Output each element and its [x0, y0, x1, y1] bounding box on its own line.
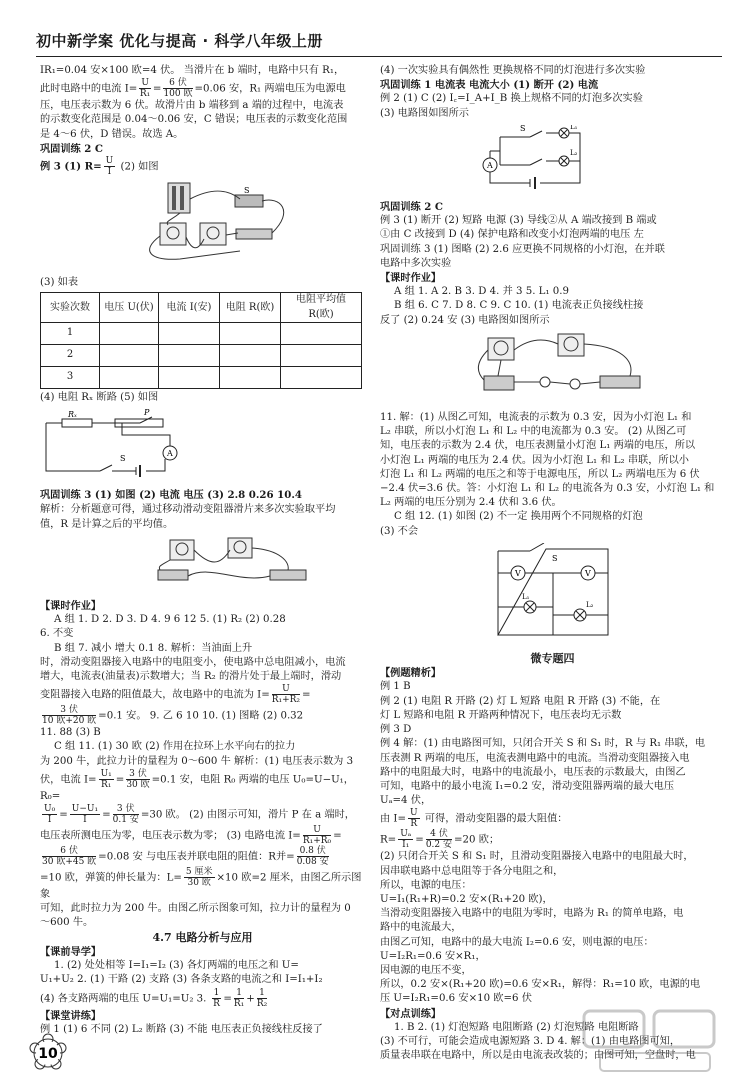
text-line: 例 3 D	[380, 724, 412, 736]
svg-text:A: A	[167, 449, 173, 459]
right-column	[380, 64, 725, 1063]
text-line: 可知，此时拉力为 200 牛。由图乙所示图象可知，拉力计的量程为 0	[40, 903, 351, 915]
svg-text:10: 10	[38, 1046, 58, 1062]
table-header-row	[41, 293, 362, 322]
fraction: $\frac{\text{6 伏}}{\text{100 欧}}$	[163, 78, 193, 100]
text-line: 灯 L 短路和电阻 R 开路两种情况下，电压表均无示数	[380, 709, 622, 721]
text-line: 小灯泡 L₁ 两端的电压为 2.4 伏。因为小灯泡 L₁ 和 L₂ 串联，所以小	[380, 454, 689, 466]
text-line: 反了 (2) 0.24 安 (3) 电路图如图所示	[380, 314, 550, 326]
text-line: 电压表所测电压为零，电压表示数为零； (3) 电路电流 I= $\frac{U}{\text{R₁+R₀}}$ =	[40, 825, 342, 847]
svg-text:P: P	[144, 409, 150, 418]
text-line: (3) 不可行，可能会造成电源短路 3. D 4. 解：(1) 由电路图可知，	[380, 1035, 681, 1047]
text-line: $\frac{\text{6 伏}}{\text{30 欧+45 欧}}$ =0.08 安 与电压表并联电阻的阻值：R并= $\frac{\text{0.8 伏}}{\text{0.08 安}}$	[42, 846, 329, 868]
svg-text:L₁: L₁	[522, 592, 530, 601]
text-line: U₁+U₂ 2. (1) 干路 (2) 支路 (3) 各条支路的电流之和 I=I₁+I₂	[40, 974, 323, 986]
left-column	[40, 64, 365, 1037]
section-heading: 【课时作业】	[40, 600, 102, 613]
text-line: 解析：分析题意可得，通过移动滑动变阻器滑片来多次实验取平均	[40, 504, 336, 516]
text-line: Uₐ=4 伏，	[380, 795, 432, 807]
svg-text:L₂: L₂	[586, 600, 594, 609]
text-line: (3) 如表	[40, 277, 79, 289]
text-line: 例 4 解：(1) 由电路图可知，只闭合开关 S 和 S₁ 时，R 与 R₁ 串联，电	[380, 738, 706, 750]
text-line: (4) 各支路两端的电压 U=U₁=U₂ 3. $\frac{1}{R}$ = $\frac{1}{\text{R₁}}$ + $\frac{1}{\text{R₂}}$	[40, 987, 268, 1009]
text-line: 巩固训练 2 C	[40, 142, 104, 155]
text-line: 巩固训练 3 (1) 如图 (2) 电流 电压 (3) 2.8 0.26 10.4	[40, 489, 302, 502]
text-line: 例 2 (1) C (2) I꜀=I_A+I_B 换上规格不同的灯泡多次实验	[380, 93, 643, 105]
circuit-diagram-2	[380, 125, 725, 191]
text-line: 巩固训练 2 C	[380, 201, 444, 214]
svg-text:S: S	[552, 553, 558, 563]
page-header: 初中新学案 优化与提高 · 科学八年级上册	[36, 32, 323, 50]
svg-text:Rₓ: Rₓ	[68, 410, 77, 420]
apparatus-figure-1	[40, 181, 365, 267]
text-line: 由图乙可知，电路中的最大电流 I₂=0.6 安，则电源的电压：	[380, 936, 654, 948]
text-line: 路中的电流最大，	[380, 922, 462, 934]
text-line: 为 200 牛，此拉力计的量程为 0～600 牛 解析：(1) 电压表示数为 3	[40, 755, 354, 767]
table-header-cell: 电阻 R(欧)	[220, 293, 281, 322]
text-line: 所以，0.2 安×(R₁+20 欧)=0.6 安×R₁，解得：R₁=10 欧，电源的电	[380, 979, 701, 991]
svg-text:L₂: L₂	[570, 148, 578, 157]
text-line: 巩固训练 3 (1) 图略 (2) 2.6 应更换不同规格的小灯泡，在并联	[380, 243, 665, 255]
text-line: (4) 电阻 Rₓ 断路 (5) 如图	[40, 391, 159, 403]
fraction: $\frac{U}{\text{R₁}}$	[139, 78, 151, 100]
text-line: ①由 C 改接到 D (4) 保护电路和改变小灯泡两端的电压 左	[380, 229, 644, 241]
svg-text:V: V	[515, 568, 521, 578]
text-line: 11. 88 (3) B	[40, 727, 101, 739]
text-line: 当滑动变阻器接入电路中的电阻为零时，电路为 R₁ 的简单电路，电	[380, 908, 684, 920]
topic-title: 微专题四	[530, 652, 575, 666]
text-line: 因电源的电压不变，	[380, 964, 472, 976]
text-line: A 组 1. A 2. B 3. D 4. 并 3 5. L₁ 0.9	[394, 286, 569, 298]
table-header-cell: 实验次数	[41, 293, 100, 322]
text-line: 伏，电流 I= $\frac{\text{U₁}}{\text{R₁}}$ = $\frac{\text{3 伏}}{\text{30 欧}}$ =0.1 安，电阻 R₀ 两端的电压 U₀=U−U₁，R₀=	[40, 768, 354, 802]
text-line: 11. 解：(1) 从图乙可知，电流表的示数为 0.3 安，因为小灯泡 L₁ 和	[380, 412, 692, 424]
text-line: 可知，电路中的最小电流 I₁=0.2 安，滑动变阻器两端的最大电压	[380, 780, 675, 792]
text-line: 例 3 (1) R= $\frac{U}{I}$ (2) 如图	[40, 156, 159, 178]
table-row: 3	[41, 366, 362, 388]
text-line: B 组 6. C 7. D 8. C 9. C 10. (1) 电流表正负接线柱接	[394, 300, 644, 312]
table-header-cell: 电流 I(安)	[159, 293, 220, 322]
chapter-title: 4.7 电路分析与应用	[152, 930, 253, 944]
text-line: $\frac{\text{U₀}}{I}$ = $\frac{\text{U−U₁}}{I}$ = $\frac{\text{3 伏}}{\text{0.1 安}}$ =30 欧。 (2) 由图示可知，滑片 P 在 a 端时，	[44, 804, 355, 826]
text-line: (4) 一次实验具有偶然性 更换规格不同的灯泡进行多次实验	[380, 65, 646, 76]
table-header-cell: 电压 U(伏)	[100, 293, 159, 322]
text-line: (2) 只闭合开关 S 和 S₁ 时，且滑动变阻器接入电路中的电阻最大时，	[380, 851, 694, 863]
text-line: 值，R 是计算之后的平均值。	[40, 518, 174, 530]
text-line: U=I₂R₁=0.6 安×R₁，	[380, 950, 486, 962]
svg-text:S: S	[120, 454, 126, 464]
section-heading: 【例题精析】	[380, 667, 442, 680]
text-line: 由 I= $\frac{U}{R}$ 可得，滑动变阻器的最大阻值：	[380, 808, 568, 830]
section-heading: 【课前导学】	[40, 945, 102, 958]
text-line: 6. 不变	[40, 628, 74, 640]
table-header-cell: 电阻平均值 R(欧)	[281, 293, 362, 322]
text-line: −2.4 伏=3.6 伏。答：小灯泡 L₁ 和 L₂ 的电流各为 0.3 安，小灯泡 L₁ 和	[380, 483, 715, 495]
text-line: C 组 11. (1) 30 欧 (2) 作用在拉环上水平向右的拉力	[54, 741, 296, 753]
text-line: =10 欧，弹簧的伸长量为：L= $\frac{\text{5 厘米}}{\text{30 欧}}$ ×10 欧=2 厘米，由图乙所示图象	[40, 867, 362, 901]
fraction: $\frac{U}{I}$	[105, 156, 114, 178]
text-line: 变阻器接入电路的阻值最大，故电路中的电流为 I= $\frac{U}{\text{R₁+R₂}}$ =	[40, 684, 311, 706]
text-line: 压，电压表示数为 6 伏。故滑片由 b 端移到 a 端的过程中，电流表	[40, 100, 344, 112]
text-line: 质量表串联在电路中，所以是由电流表改装的；由图可知，空盘时，电	[380, 1050, 696, 1062]
text-line: ～600 牛。	[40, 917, 94, 929]
header-rule	[36, 56, 722, 57]
svg-text:V: V	[585, 568, 591, 578]
text-line: 时，滑动变阻器接入电路中的电阻变小，使电路中总电阻减小，电流	[40, 656, 346, 668]
text-line: 所以，电源的电压：	[380, 879, 472, 891]
svg-text:A: A	[487, 160, 493, 170]
text-line: 增大，电流表(油量表)示数增大；当 R₂ 的滑片处于最上端时，滑动	[40, 671, 342, 683]
text-line: U=I₁(R₁+R)=0.2 安×(R₁+20 欧)，	[380, 893, 553, 905]
text-line: 例 2 (1) 电阻 R 开路 (2) 灯 L 短路 电阻 R 开路 (3) 不能，在	[380, 695, 661, 707]
text-line: L₂ 串联，所以小灯泡 L₁ 和 L₂ 中的电流都为 0.3 安。 (2) 从图乙可	[380, 426, 687, 438]
page-number-badge	[28, 1033, 68, 1073]
text-line: 电路中多次实验	[380, 257, 452, 269]
text-line: (3) 电路图如图所示	[380, 107, 469, 119]
text-line: 此时电路中的电流 I= $\frac{U}{\text{R₁}}$ = $\frac{\text{6 伏}}{\text{100 欧}}$ =0.06 安，R₁ 两端电压为电源电	[40, 78, 346, 100]
text-line: A 组 1. D 2. D 3. D 4. 9 6 12 5. (1) R₂ (2) 0.28	[54, 614, 286, 626]
apparatus-figure-3	[380, 332, 725, 402]
table-row: 1	[41, 322, 362, 344]
text-line: 知，电压表的示数为 2.4 伏，电压表测量小灯泡 L₁ 两端的电压，所以	[380, 440, 696, 452]
data-table	[40, 292, 362, 388]
text-line: 的示数变化范围是 0.04～0.06 安，C 错误；电压表的示数变化范围	[40, 114, 348, 126]
text-line: IR₁=0.04 安×100 欧=4 伏。 当滑片在 b 端时，电路中只有 R₁，	[40, 65, 345, 76]
svg-text:L₁: L₁	[570, 124, 578, 131]
circuit-diagram-1	[40, 409, 365, 479]
text-line: R= $\frac{\text{Uₐ}}{\text{I₁}}$ = $\frac{\text{4 伏}}{\text{0.2 安}}$ =20 欧；	[380, 829, 500, 851]
text-line: 压表测 R 两端的电压，电流表测电路中的电流。当滑动变阻器接入电	[380, 752, 690, 764]
text-line: 例 1 B	[380, 681, 411, 693]
text-line: B 组 7. 减小 增大 0.1 8. 解析：当油面上升	[54, 642, 253, 654]
section-heading: 【对点训练】	[380, 1007, 442, 1020]
svg-text:S: S	[244, 186, 250, 196]
text-line: 例 3 (1) 断开 (2) 短路 电源 (3) 导线②从 A 端改接到 B 端或	[380, 215, 657, 227]
table-row: 2	[41, 344, 362, 366]
watermark-logo	[580, 1007, 730, 1077]
section-heading: 【课时作业】	[380, 272, 442, 285]
text-line: 是 4～6 伏，D 错误。故选 A。	[40, 128, 184, 140]
text-line: 因串联电路中总电阻等于各分电阻之和，	[380, 865, 564, 877]
text-line: C 组 12. (1) 如图 (2) 不一定 换用两个不同规格的灯泡	[394, 511, 643, 523]
text-line: 1. (2) 处处相等 I=I₁=I₂ (3) 各灯两端的电压之和 U=	[54, 960, 299, 972]
text-line: $\frac{\text{3 伏}}{\text{10 欧+20 欧}}$ =0.1 安。 9. 乙 6 10 10. (1) 图略 (2) 0.32	[42, 705, 304, 727]
apparatus-figure-2	[40, 536, 365, 590]
text-line: (3) 不会	[380, 525, 419, 537]
svg-text:S: S	[520, 124, 526, 133]
text-line: 压 U=I₂R₁=0.6 安×10 欧=6 伏	[380, 993, 532, 1005]
circuit-diagram-3	[380, 543, 725, 643]
text-line: 路中的电阻最大时，电路中的电流最小，电压表的示数最大，由图乙	[380, 766, 686, 778]
text-line: 巩固训练 1 电流表 电流大小 (1) 断开 (2) 电流	[380, 79, 599, 92]
text-line: 灯泡 L₁ 和 L₂ 两端的电压之和等于电源电压，所以 L₂ 两端电压为 6 伏	[380, 468, 700, 480]
text-line: 例 1 (1) 6 不同 (2) L₂ 断路 (3) 不能 电压表正负接线柱反接了	[40, 1023, 323, 1035]
text-line: L₂ 两端的电压分别为 2.4 伏和 3.6 伏。	[380, 497, 562, 509]
text-line: 1. B 2. (1) 灯泡短路 电阻断路 (2) 灯泡短路 电阻断路	[394, 1021, 639, 1033]
section-heading: 【课堂讲练】	[40, 1009, 102, 1022]
